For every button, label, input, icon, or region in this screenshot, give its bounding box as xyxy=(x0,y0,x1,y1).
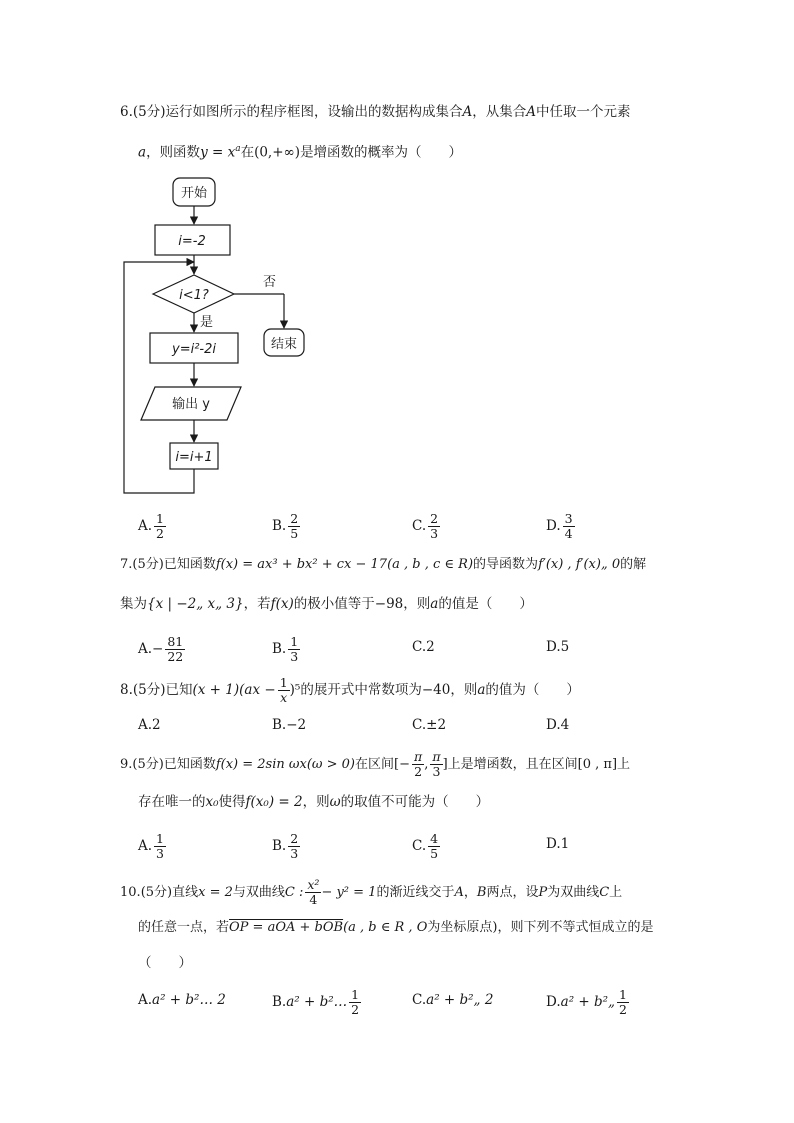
q10-text: （ ） xyxy=(138,955,192,971)
frac-num: 1 xyxy=(156,511,164,526)
flow-end-label: 结束 xyxy=(270,337,298,352)
q10-text: 的任意一点，若 xyxy=(138,920,230,935)
q9-cond: f(x₀) = 2 xyxy=(245,794,303,810)
q9-interval: ] xyxy=(442,757,448,772)
option-label: A. xyxy=(138,518,153,534)
q8-text: 已知 xyxy=(165,682,193,698)
flow-no-label: 否 xyxy=(263,275,277,290)
option-label: D. xyxy=(546,717,561,733)
option-label: B. xyxy=(272,838,287,854)
q10-point: P xyxy=(538,885,548,900)
frac-den: 3 xyxy=(430,526,439,541)
q9-text: 存在唯一的 xyxy=(138,794,206,810)
q6-set-name: A xyxy=(462,104,473,120)
q10-params: (a , b ∈ R , xyxy=(343,920,417,935)
option-text: 2 xyxy=(426,639,435,655)
q8-var: a xyxy=(477,682,486,698)
q9-score: (5分) xyxy=(132,757,164,772)
option-text: 2 xyxy=(152,717,161,733)
option-label: B. xyxy=(272,518,287,534)
q9-x0: x₀ xyxy=(205,794,219,810)
option-label: C. xyxy=(412,639,427,655)
frac-num: 81 xyxy=(167,634,184,649)
q6-option-c[interactable] xyxy=(412,512,440,541)
q7-option-a[interactable] xyxy=(138,635,185,664)
q7-text: 的解 xyxy=(620,557,647,572)
frac-num: π xyxy=(432,749,441,764)
q7-option-d[interactable] xyxy=(546,637,569,657)
frac-den: 3 xyxy=(290,649,299,664)
frac-num: x² xyxy=(307,877,320,892)
q10-point: B xyxy=(476,885,487,900)
q7-func: f(x) = ax³ + bx² + cx − 17 xyxy=(215,557,388,572)
option-text: a² + b²… 2 xyxy=(152,992,226,1008)
frac-num: π xyxy=(413,749,423,764)
q10-text: ， xyxy=(463,885,477,900)
option-text: ±2 xyxy=(426,717,447,733)
q10-curve: C xyxy=(599,885,610,900)
q7-text: 的导函数为 xyxy=(473,557,539,572)
q10-option-d[interactable] xyxy=(546,988,629,1017)
q10-point: A xyxy=(454,885,464,900)
flow-start-label: 开始 xyxy=(180,186,208,201)
frac-den: 3 xyxy=(432,764,441,779)
q7-fx: f(x) xyxy=(270,596,294,612)
q9-text: 使得 xyxy=(218,794,246,810)
option-label: B. xyxy=(272,641,287,657)
q9-text: 上 xyxy=(617,757,631,772)
fraction xyxy=(288,832,300,861)
q6-stem-line2 xyxy=(138,139,462,163)
q9-omega: ω xyxy=(329,794,341,810)
q9-option-a[interactable] xyxy=(138,832,166,861)
q9-stem-line2 xyxy=(138,792,489,812)
q10-number: 10. xyxy=(120,885,141,900)
option-text: a² + b²„ xyxy=(560,994,616,1010)
frac-num: 2 xyxy=(430,511,439,526)
q8-option-a[interactable] xyxy=(138,715,161,735)
q10-line: x = 2 xyxy=(198,885,233,900)
flow-incr-label: i=i+1 xyxy=(175,450,213,465)
q7-text: 的极小值等于 xyxy=(293,596,375,612)
q10-text: 上 xyxy=(609,885,623,900)
option-label: A. xyxy=(138,992,153,1008)
frac-den: 2 xyxy=(156,526,164,541)
option-text: 4 xyxy=(560,717,570,733)
option-text: a² + b²… xyxy=(286,994,348,1010)
flow-cond-label: i<1? xyxy=(179,288,209,303)
q9-option-d[interactable] xyxy=(546,834,569,854)
option-label: D. xyxy=(546,836,561,852)
q7-option-b[interactable] xyxy=(272,635,300,664)
q10-origin: O xyxy=(416,920,428,935)
frac-num: 1 xyxy=(279,675,288,690)
option-text: 5 xyxy=(560,639,570,655)
q6-flowchart xyxy=(110,170,430,500)
q10-stem-line3 xyxy=(138,953,192,973)
frac-den: 2 xyxy=(414,764,423,779)
q10-option-b[interactable] xyxy=(272,988,361,1017)
q10-option-c[interactable] xyxy=(412,990,493,1010)
q7-params: (a , b , c ∈ R) xyxy=(387,557,474,572)
q8-expr: (x + 1)(ax − xyxy=(192,682,276,698)
option-label: C. xyxy=(412,518,427,534)
q6-set-name: A xyxy=(526,104,537,120)
q6-option-b[interactable] xyxy=(272,512,300,541)
q10-score: (5分) xyxy=(140,885,173,900)
q10-vector: OP = aOA + bOB xyxy=(229,920,344,935)
q6-elem: a xyxy=(138,144,147,161)
q6-text: 是增函数的概率为（ ） xyxy=(300,144,463,161)
q9-text: ，则 xyxy=(302,794,330,810)
q9-text: 在区间 xyxy=(355,757,395,772)
q8-score: (5分) xyxy=(132,682,166,698)
q8-expr: )⁵ xyxy=(289,682,301,698)
option-label: C. xyxy=(412,838,427,854)
fraction xyxy=(430,750,442,779)
frac-num: 4 xyxy=(430,831,439,846)
frac-num: 1 xyxy=(290,634,299,649)
frac-den: x xyxy=(280,690,288,705)
q7-text: 已知函数 xyxy=(163,557,216,572)
q6-option-a[interactable] xyxy=(138,512,166,541)
q8-text: 的展开式中常数项为 xyxy=(300,682,422,698)
q9-number: 9. xyxy=(120,757,133,772)
frac-den: 3 xyxy=(156,846,164,861)
q10-option-a[interactable] xyxy=(138,990,226,1010)
flow-yes-label: 是 xyxy=(200,315,214,330)
fraction xyxy=(154,512,166,541)
q6-text: 中任取一个元素 xyxy=(536,104,631,120)
flow-init-label: i=-2 xyxy=(178,234,206,249)
q8-const: −40 xyxy=(421,682,451,698)
frac-den: 2 xyxy=(351,1002,360,1017)
fraction xyxy=(278,676,290,705)
q9-option-b[interactable] xyxy=(272,832,300,861)
frac-num: 3 xyxy=(564,511,573,526)
q8-text: 的值为（ ） xyxy=(485,682,580,698)
q6-number: 6. xyxy=(120,104,133,120)
q7-var: a xyxy=(430,596,439,612)
q9-text: 上是增函数，且在区间 xyxy=(447,757,578,772)
flow-output-label: 输出 y xyxy=(172,397,210,412)
q6-stem-line1 xyxy=(120,102,631,122)
fraction xyxy=(154,832,166,861)
q6-text: ，则函数 xyxy=(146,144,201,161)
option-text: −2 xyxy=(286,717,307,733)
q9-interval: , xyxy=(424,757,429,772)
option-label: A. xyxy=(138,641,153,657)
frac-den: 4 xyxy=(309,892,318,907)
q6-func: y = x xyxy=(200,144,236,161)
option-text: a² + b²„ 2 xyxy=(426,992,494,1008)
option-label: B. xyxy=(272,717,287,733)
q10-text: 两点，设 xyxy=(486,885,539,900)
frac-den: 5 xyxy=(430,846,439,861)
q6-func-exp: a xyxy=(235,144,241,154)
fraction xyxy=(305,878,321,907)
q10-curve: C : xyxy=(284,885,304,900)
q8-option-b[interactable] xyxy=(272,715,306,735)
flow-calc-label: y=i²-2i xyxy=(172,342,216,357)
q9-interval: [0 , π] xyxy=(577,757,618,772)
fraction xyxy=(288,635,300,664)
fraction xyxy=(165,635,185,664)
frac-num: 2 xyxy=(290,831,299,846)
fraction xyxy=(428,512,440,541)
option-label: C. xyxy=(412,992,427,1008)
q9-interval: [− xyxy=(394,757,410,772)
q8-text: ，则 xyxy=(450,682,478,698)
fraction xyxy=(349,988,361,1017)
fraction xyxy=(288,512,300,541)
q6-text: ，从集合 xyxy=(472,104,527,120)
q10-stem-line1 xyxy=(120,878,622,907)
q8-option-d[interactable] xyxy=(546,715,569,735)
q6-interval: 在(0,+∞) xyxy=(240,144,301,161)
q6-text: 运行如图所示的程序框图，设输出的数据构成集合 xyxy=(165,104,463,120)
fraction xyxy=(428,832,440,861)
q7-text: 集为 xyxy=(120,596,147,612)
frac-num: 2 xyxy=(290,511,299,526)
option-label: D. xyxy=(546,518,561,534)
q7-stem-line2 xyxy=(120,594,533,614)
q7-deriv: f′(x) , xyxy=(538,557,572,572)
q10-text: 的渐近线交于 xyxy=(376,885,455,900)
q8-option-c[interactable] xyxy=(412,715,446,735)
q6-score: (5分) xyxy=(132,104,166,120)
q9-text: 的取值不可能为（ ） xyxy=(340,794,490,810)
q7-ineq: f′(x)„ 0 xyxy=(575,557,621,572)
frac-num: 1 xyxy=(619,987,627,1002)
q9-stem-line1 xyxy=(120,750,630,779)
q9-func: f(x) = 2sin ωx(ω > 0) xyxy=(215,757,355,772)
option-label: A. xyxy=(138,717,153,733)
q9-option-c[interactable] xyxy=(412,832,440,861)
option-sign: − xyxy=(152,641,164,657)
frac-den: 2 xyxy=(619,1002,627,1017)
frac-den: 3 xyxy=(290,846,299,861)
q7-text: ，则 xyxy=(403,596,431,612)
q8-stem xyxy=(120,676,580,705)
q10-text: 与双曲线 xyxy=(232,885,285,900)
frac-num: 1 xyxy=(156,831,164,846)
frac-den: 4 xyxy=(564,526,573,541)
option-label: A. xyxy=(138,838,153,854)
fraction xyxy=(617,988,629,1017)
q7-text: ，若 xyxy=(243,596,271,612)
q10-text: 为坐标原点)，则下列不等式恒成立的是 xyxy=(427,920,654,935)
frac-den: 5 xyxy=(290,526,299,541)
option-label: D. xyxy=(546,639,561,655)
q8-number: 8. xyxy=(120,682,133,698)
option-label: C. xyxy=(412,717,427,733)
fraction xyxy=(412,750,424,779)
q10-curve: − y² = 1 xyxy=(321,885,377,900)
frac-num: 1 xyxy=(351,987,360,1002)
option-label: D. xyxy=(546,994,561,1010)
q7-score: (5分) xyxy=(132,557,164,572)
q10-stem-line2 xyxy=(138,918,653,938)
q6-option-d[interactable] xyxy=(546,512,575,541)
q7-set: {x | −2„ x„ 3} xyxy=(147,596,244,612)
q10-text: 直线 xyxy=(172,885,199,900)
fraction xyxy=(563,512,575,541)
option-label: B. xyxy=(272,994,287,1010)
q7-text: 的值是（ ） xyxy=(438,596,533,612)
q7-stem-line1 xyxy=(120,555,646,575)
q9-text: 已知函数 xyxy=(163,757,216,772)
option-text: 1 xyxy=(560,836,570,852)
frac-den: 22 xyxy=(167,649,184,664)
q7-minval: −98 xyxy=(374,596,404,612)
q10-text: 为双曲线 xyxy=(547,885,600,900)
q7-option-c[interactable] xyxy=(412,637,435,657)
q7-number: 7. xyxy=(120,557,133,572)
